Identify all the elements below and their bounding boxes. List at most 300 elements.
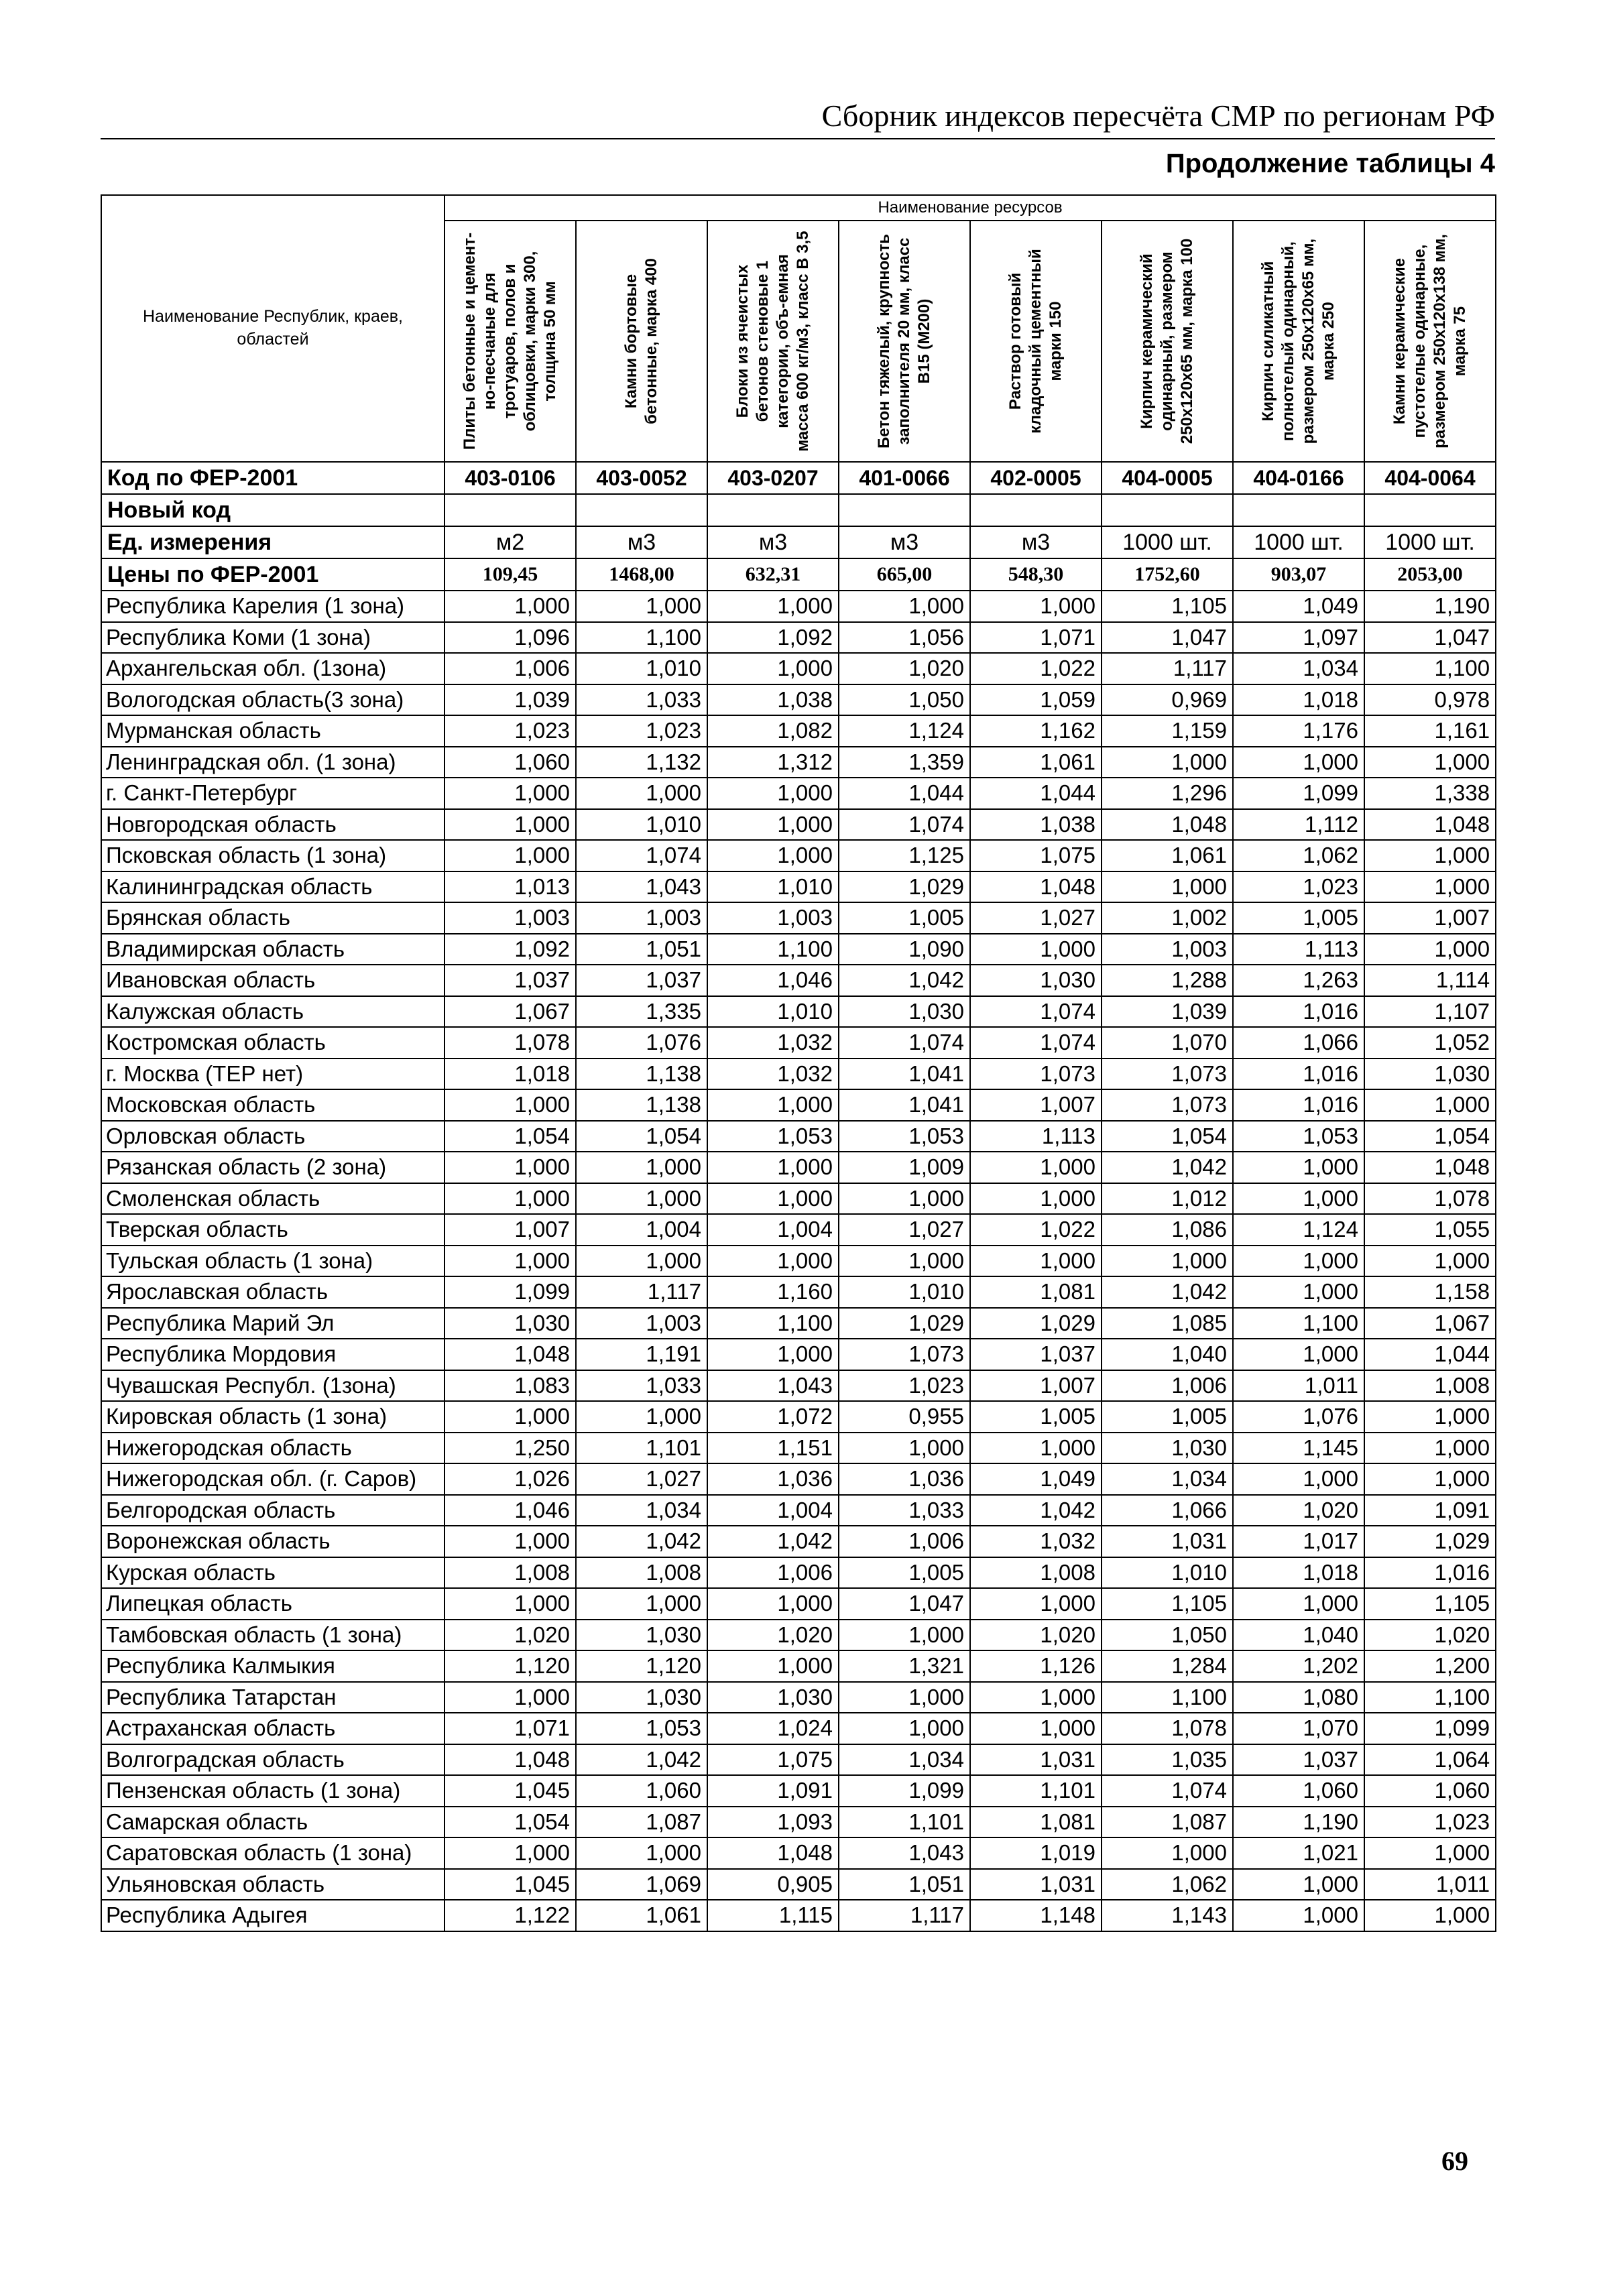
table-row: [101, 1900, 1496, 1931]
index-value: 1,005: [839, 1557, 970, 1589]
index-value: 1,053: [839, 1121, 970, 1152]
index-value: 0,905: [707, 1869, 839, 1900]
table-row: [101, 1557, 1496, 1589]
index-value: 1,117: [576, 1276, 707, 1308]
index-value: 1,000: [576, 591, 707, 622]
index-value: 1,072: [707, 1401, 839, 1433]
index-value: 1,081: [970, 1807, 1102, 1838]
index-value: 1,042: [576, 1526, 707, 1557]
index-value: 1,099: [444, 1276, 576, 1308]
index-value: 1,018: [1233, 684, 1364, 716]
table-row: [101, 1775, 1496, 1807]
table-row: [101, 1339, 1496, 1370]
index-value: 1,030: [1364, 1059, 1496, 1090]
index-value: 1,061: [576, 1900, 707, 1931]
index-value: 1,000: [707, 1588, 839, 1620]
index-value: 1,000: [1364, 1433, 1496, 1464]
index-value: 0,969: [1102, 684, 1233, 716]
index-value: 1,046: [707, 965, 839, 996]
index-value: 1,087: [1102, 1807, 1233, 1838]
index-value: 1,092: [444, 934, 576, 965]
region-name: Республика Коми (1 зона): [101, 622, 444, 654]
table-continuation-label: Продолжение таблицы 4: [1165, 149, 1495, 178]
table-row: [101, 747, 1496, 778]
index-value: 1,105: [1102, 1588, 1233, 1620]
index-value: 1,051: [576, 934, 707, 965]
index-value: 1,003: [576, 1308, 707, 1339]
index-value: 1,190: [1364, 591, 1496, 622]
index-value: 1,003: [707, 902, 839, 934]
index-value: 1,000: [707, 1089, 839, 1121]
index-value: 1,008: [444, 1557, 576, 1589]
index-value: 1,069: [576, 1869, 707, 1900]
index-value: 1,003: [576, 902, 707, 934]
table-row: [101, 1463, 1496, 1495]
index-value: 1,000: [576, 1401, 707, 1433]
index-value: 1,007: [970, 1370, 1102, 1402]
index-value: 1,054: [1364, 1121, 1496, 1152]
region-name: Курская область: [101, 1557, 444, 1589]
region-name: Нижегородская обл. (г. Саров): [101, 1463, 444, 1495]
index-value: 1,000: [1233, 1900, 1364, 1931]
index-value: 1,056: [839, 622, 970, 654]
index-value: 1,037: [970, 1339, 1102, 1370]
index-value: 1,016: [1233, 1089, 1364, 1121]
index-value: 1,031: [970, 1744, 1102, 1776]
fer-price-row: [101, 558, 1496, 591]
index-value: 1,029: [970, 1308, 1102, 1339]
region-name: Тульская область (1 зона): [101, 1246, 444, 1277]
index-value: 1,050: [839, 684, 970, 716]
index-value: 1,042: [576, 1744, 707, 1776]
index-value: 1,037: [576, 965, 707, 996]
index-value: 1,042: [839, 965, 970, 996]
index-value: 1,120: [576, 1650, 707, 1682]
index-value: 1,062: [1233, 840, 1364, 871]
index-value: 1,000: [444, 1401, 576, 1433]
index-value: 1,006: [707, 1557, 839, 1589]
index-value: 1,073: [970, 1059, 1102, 1090]
index-value: 1,030: [970, 965, 1102, 996]
index-value: 1,071: [444, 1713, 576, 1744]
index-value: 1,066: [1102, 1495, 1233, 1526]
index-value: 1,036: [707, 1463, 839, 1495]
index-value: 1,000: [1364, 840, 1496, 871]
table-row: [101, 840, 1496, 871]
region-name: Ленинградская обл. (1 зона): [101, 747, 444, 778]
table-row: [101, 1183, 1496, 1215]
fer-price-cell: 665,00: [839, 558, 970, 591]
fer-code-cell: 404-0005: [1102, 462, 1233, 494]
index-value: 1,000: [839, 591, 970, 622]
index-value: 1,000: [576, 1152, 707, 1183]
index-value: 1,034: [839, 1744, 970, 1776]
index-value: 1,005: [839, 902, 970, 934]
unit-cell: м3: [707, 526, 839, 558]
index-value: 1,017: [1233, 1526, 1364, 1557]
index-value: 1,060: [444, 747, 576, 778]
fer-code-cell: 404-0064: [1364, 462, 1496, 494]
unit-cell: м3: [839, 526, 970, 558]
index-value: 1,002: [1102, 902, 1233, 934]
index-value: 1,284: [1102, 1650, 1233, 1682]
index-value: 1,070: [1233, 1713, 1364, 1744]
index-value: 1,000: [1364, 934, 1496, 965]
index-value: 1,010: [707, 871, 839, 903]
index-value: 1,101: [576, 1433, 707, 1464]
index-value: 1,000: [1364, 871, 1496, 903]
index-value: 1,100: [1364, 653, 1496, 684]
collection-title: Сборник индексов пересчёта СМР по регионам РФ: [821, 99, 1495, 133]
table-row: [101, 1869, 1496, 1900]
index-value: 1,125: [839, 840, 970, 871]
index-value: 1,048: [1102, 809, 1233, 841]
index-value: 1,003: [444, 902, 576, 934]
index-value: 1,159: [1102, 715, 1233, 747]
index-value: 1,082: [707, 715, 839, 747]
table-row: [101, 778, 1496, 809]
index-value: 1,033: [576, 684, 707, 716]
index-value: 1,000: [1102, 1246, 1233, 1277]
resource-column-header: [1233, 221, 1364, 462]
index-value: 1,000: [839, 1682, 970, 1713]
new-code-row: [101, 494, 1496, 526]
index-value: 1,000: [707, 840, 839, 871]
index-value: 1,051: [839, 1869, 970, 1900]
index-value: 1,033: [839, 1495, 970, 1526]
index-value: 1,054: [444, 1807, 576, 1838]
index-value: 1,000: [839, 1183, 970, 1215]
region-name: Калужская область: [101, 996, 444, 1028]
index-value: 1,053: [707, 1121, 839, 1152]
index-value: 1,006: [444, 653, 576, 684]
index-value: 1,000: [707, 809, 839, 841]
fer-price-cell: 548,30: [970, 558, 1102, 591]
unit-cell: 1000 шт.: [1364, 526, 1496, 558]
index-value: 1,107: [1364, 996, 1496, 1028]
index-value: 1,000: [1102, 871, 1233, 903]
index-value: 1,054: [444, 1121, 576, 1152]
index-value: 1,054: [576, 1121, 707, 1152]
index-value: 1,037: [444, 965, 576, 996]
index-value: 1,042: [707, 1526, 839, 1557]
table-row: [101, 965, 1496, 996]
index-value: 1,048: [707, 1837, 839, 1869]
region-name: Республика Калмыкия: [101, 1650, 444, 1682]
index-value: 1,030: [839, 996, 970, 1028]
index-value: 1,044: [1364, 1339, 1496, 1370]
new-code-cell: [839, 494, 970, 526]
table-row: [101, 809, 1496, 841]
table-row: [101, 1027, 1496, 1059]
index-value: 1,000: [839, 1433, 970, 1464]
resource-name: Кирпич керамический одинарный, размером 250х120х65 мм, марка 100: [1138, 238, 1196, 444]
index-value: 1,037: [1233, 1744, 1364, 1776]
index-value: 1,000: [1233, 1152, 1364, 1183]
region-name: Тамбовская область (1 зона): [101, 1620, 444, 1651]
table-row: [101, 1152, 1496, 1183]
index-value: 1,061: [1102, 840, 1233, 871]
unit-cell: м3: [576, 526, 707, 558]
index-value: 1,048: [970, 871, 1102, 903]
index-value: 1,023: [444, 715, 576, 747]
index-value: 1,000: [1364, 1900, 1496, 1931]
index-value: 1,053: [1233, 1121, 1364, 1152]
index-value: 1,000: [707, 1339, 839, 1370]
table-row: [101, 1744, 1496, 1776]
table-row: [101, 1526, 1496, 1557]
fer-price-label: Цены по ФЕР-2001: [101, 558, 444, 591]
fer-code-cell: 402-0005: [970, 462, 1102, 494]
index-value: 1,000: [1233, 747, 1364, 778]
table-row: [101, 1308, 1496, 1339]
index-value: 1,000: [970, 1713, 1102, 1744]
table-row: [101, 1495, 1496, 1526]
index-value: 1,312: [707, 747, 839, 778]
region-name: Республика Мордовия: [101, 1339, 444, 1370]
index-value: 1,096: [444, 622, 576, 654]
table-row: [101, 1433, 1496, 1464]
table-row: [101, 1713, 1496, 1744]
index-value: 1,007: [444, 1214, 576, 1246]
index-value: 1,093: [707, 1807, 839, 1838]
index-value: 1,105: [1364, 1588, 1496, 1620]
index-value: 1,010: [707, 996, 839, 1028]
index-value: 1,100: [707, 1308, 839, 1339]
index-value: 1,151: [707, 1433, 839, 1464]
index-value: 1,075: [707, 1744, 839, 1776]
table-row: [101, 715, 1496, 747]
index-value: 1,100: [1102, 1682, 1233, 1713]
index-value: 1,202: [1233, 1650, 1364, 1682]
region-name: Ивановская область: [101, 965, 444, 996]
index-value: 1,044: [970, 778, 1102, 809]
table-row: [101, 934, 1496, 965]
index-value: 1,176: [1233, 715, 1364, 747]
index-value: 1,148: [970, 1900, 1102, 1931]
new-code-label: Новый код: [101, 494, 444, 526]
index-value: 1,000: [444, 778, 576, 809]
fer-code-label: Код по ФЕР-2001: [101, 462, 444, 494]
index-value: 1,091: [707, 1775, 839, 1807]
index-value: 1,030: [1102, 1433, 1233, 1464]
index-value: 1,027: [970, 902, 1102, 934]
index-value: 1,000: [707, 591, 839, 622]
unit-cell: м2: [444, 526, 576, 558]
index-value: 1,074: [1102, 1775, 1233, 1807]
index-value: 1,036: [839, 1463, 970, 1495]
index-value: 1,023: [576, 715, 707, 747]
index-value: 1,067: [444, 996, 576, 1028]
index-value: 1,092: [707, 622, 839, 654]
index-value: 1,000: [444, 1682, 576, 1713]
index-value: 1,000: [970, 934, 1102, 965]
index-value: 1,048: [444, 1744, 576, 1776]
index-value: 1,032: [707, 1027, 839, 1059]
resource-column-header: [707, 221, 839, 462]
unit-row: [101, 526, 1496, 558]
index-value: 1,076: [576, 1027, 707, 1059]
index-value: 1,004: [707, 1214, 839, 1246]
resource-name: Кирпич силикатный полнотелый одинарный, размером 250х120х65 мм, марка 250: [1259, 238, 1338, 444]
index-value: 1,030: [576, 1620, 707, 1651]
index-value: 1,191: [576, 1339, 707, 1370]
index-value: 1,043: [576, 871, 707, 903]
index-value: 1,027: [839, 1214, 970, 1246]
index-value: 1,008: [1364, 1370, 1496, 1402]
index-value: 1,004: [707, 1495, 839, 1526]
index-value: 1,045: [444, 1869, 576, 1900]
fer-code-cell: 403-0207: [707, 462, 839, 494]
index-value: 1,000: [707, 653, 839, 684]
region-name: Псковская область (1 зона): [101, 840, 444, 871]
index-value: 1,029: [839, 1308, 970, 1339]
index-value: 1,042: [1102, 1152, 1233, 1183]
index-value: 1,000: [970, 1246, 1102, 1277]
index-value: 1,000: [444, 591, 576, 622]
index-value: 1,029: [839, 871, 970, 903]
index-value: 1,000: [576, 778, 707, 809]
index-value: 1,000: [1364, 1401, 1496, 1433]
table-row: [101, 1807, 1496, 1838]
index-value: 1,000: [576, 1837, 707, 1869]
index-value: 1,022: [970, 1214, 1102, 1246]
index-value: 1,059: [970, 684, 1102, 716]
index-value: 1,145: [1233, 1433, 1364, 1464]
index-value: 1,039: [1102, 996, 1233, 1028]
index-value: 1,021: [1233, 1837, 1364, 1869]
index-value: 1,000: [1233, 1183, 1364, 1215]
index-value: 1,034: [1102, 1463, 1233, 1495]
index-value: 1,000: [1233, 1276, 1364, 1308]
index-value: 1,030: [707, 1682, 839, 1713]
index-value: 1,099: [1364, 1713, 1496, 1744]
index-value: 1,074: [970, 1027, 1102, 1059]
index-value: 1,100: [707, 934, 839, 965]
index-value: 1,045: [444, 1775, 576, 1807]
index-value: 1,034: [576, 1495, 707, 1526]
index-value: 1,020: [444, 1620, 576, 1651]
index-value: 1,048: [1364, 1152, 1496, 1183]
index-value: 1,067: [1364, 1308, 1496, 1339]
index-value: 1,162: [970, 715, 1102, 747]
resource-name: Плиты бетонные и цемент-но-песчаные для тротуаров, полов и облицовки, марки 300, толщина 50 мм: [461, 232, 559, 450]
region-column-header: Наименование Республик, краев, областей: [101, 195, 444, 462]
new-code-cell: [1364, 494, 1496, 526]
table-row: [101, 1089, 1496, 1121]
index-value: 1,000: [707, 1246, 839, 1277]
unit-cell: 1000 шт.: [1233, 526, 1364, 558]
index-value: 1,055: [1364, 1214, 1496, 1246]
index-value: 0,955: [839, 1401, 970, 1433]
region-name: Тверская область: [101, 1214, 444, 1246]
index-value: 1,000: [1233, 1869, 1364, 1900]
index-value: 1,124: [1233, 1214, 1364, 1246]
index-value: 1,006: [1102, 1370, 1233, 1402]
index-value: 1,060: [1364, 1775, 1496, 1807]
table-row: [101, 902, 1496, 934]
index-value: 1,099: [1233, 778, 1364, 809]
index-value: 1,007: [1364, 902, 1496, 934]
new-code-cell: [444, 494, 576, 526]
index-value: 1,000: [1233, 1339, 1364, 1370]
index-value: 1,008: [576, 1557, 707, 1589]
new-code-cell: [1102, 494, 1233, 526]
region-name: Астраханская область: [101, 1713, 444, 1744]
region-name: Республика Татарстан: [101, 1682, 444, 1713]
index-value: 1,010: [1102, 1557, 1233, 1589]
index-value: 1,117: [1102, 653, 1233, 684]
region-name: Ярославская область: [101, 1276, 444, 1308]
index-value: 1,000: [1102, 747, 1233, 778]
index-value: 1,000: [444, 1183, 576, 1215]
index-value: 1,048: [1364, 809, 1496, 841]
index-value: 1,000: [970, 1183, 1102, 1215]
index-value: 1,124: [839, 715, 970, 747]
page-number: 69: [1441, 2146, 1468, 2176]
unit-cell: м3: [970, 526, 1102, 558]
index-value: 1,044: [839, 778, 970, 809]
resource-name: Бетон тяжелый, крупность заполнителя 20 мм, класс В15 (М200): [875, 233, 933, 449]
index-value: 1,074: [970, 996, 1102, 1028]
index-value: 1,000: [444, 1152, 576, 1183]
index-value: 1,117: [839, 1900, 970, 1931]
index-value: 1,000: [839, 1246, 970, 1277]
new-code-cell: [1233, 494, 1364, 526]
index-value: 1,200: [1364, 1650, 1496, 1682]
region-name: Мурманская область: [101, 715, 444, 747]
index-value: 1,000: [1364, 1246, 1496, 1277]
index-value: 1,000: [970, 1433, 1102, 1464]
index-value: 1,007: [970, 1089, 1102, 1121]
region-name: Волгоградская область: [101, 1744, 444, 1776]
index-value: 1,027: [576, 1463, 707, 1495]
resources-group-header: Наименование ресурсов: [444, 195, 1496, 221]
index-value: 1,073: [1102, 1059, 1233, 1090]
index-value: 1,016: [1364, 1557, 1496, 1589]
index-value: 1,000: [444, 840, 576, 871]
index-value: 1,158: [1364, 1276, 1496, 1308]
index-value: 1,008: [970, 1557, 1102, 1589]
region-name: Смоленская область: [101, 1183, 444, 1215]
index-value: 1,020: [839, 653, 970, 684]
index-value: 1,041: [839, 1059, 970, 1090]
index-value: 1,032: [707, 1059, 839, 1090]
index-value: 1,138: [576, 1089, 707, 1121]
resource-name: Камни бортовые бетонные, марка 400: [622, 258, 660, 424]
resource-column-header: [1102, 221, 1233, 462]
index-value: 1,035: [1102, 1744, 1233, 1776]
index-value: 1,086: [1102, 1214, 1233, 1246]
unit-cell: 1000 шт.: [1102, 526, 1233, 558]
index-value: 1,080: [1233, 1682, 1364, 1713]
fer-price-cell: 109,45: [444, 558, 576, 591]
index-value: 1,030: [444, 1308, 576, 1339]
region-name: Брянская область: [101, 902, 444, 934]
fer-code-cell: 401-0066: [839, 462, 970, 494]
index-value: 1,000: [839, 1620, 970, 1651]
index-value: 1,010: [839, 1276, 970, 1308]
index-value: 1,078: [1102, 1713, 1233, 1744]
index-value: 1,000: [1233, 1246, 1364, 1277]
new-code-cell: [576, 494, 707, 526]
index-value: 1,090: [839, 934, 970, 965]
index-value: 1,288: [1102, 965, 1233, 996]
regional-index-table: [101, 194, 1496, 1932]
index-value: 1,052: [1364, 1027, 1496, 1059]
table-row: [101, 622, 1496, 654]
index-value: 1,073: [839, 1339, 970, 1370]
